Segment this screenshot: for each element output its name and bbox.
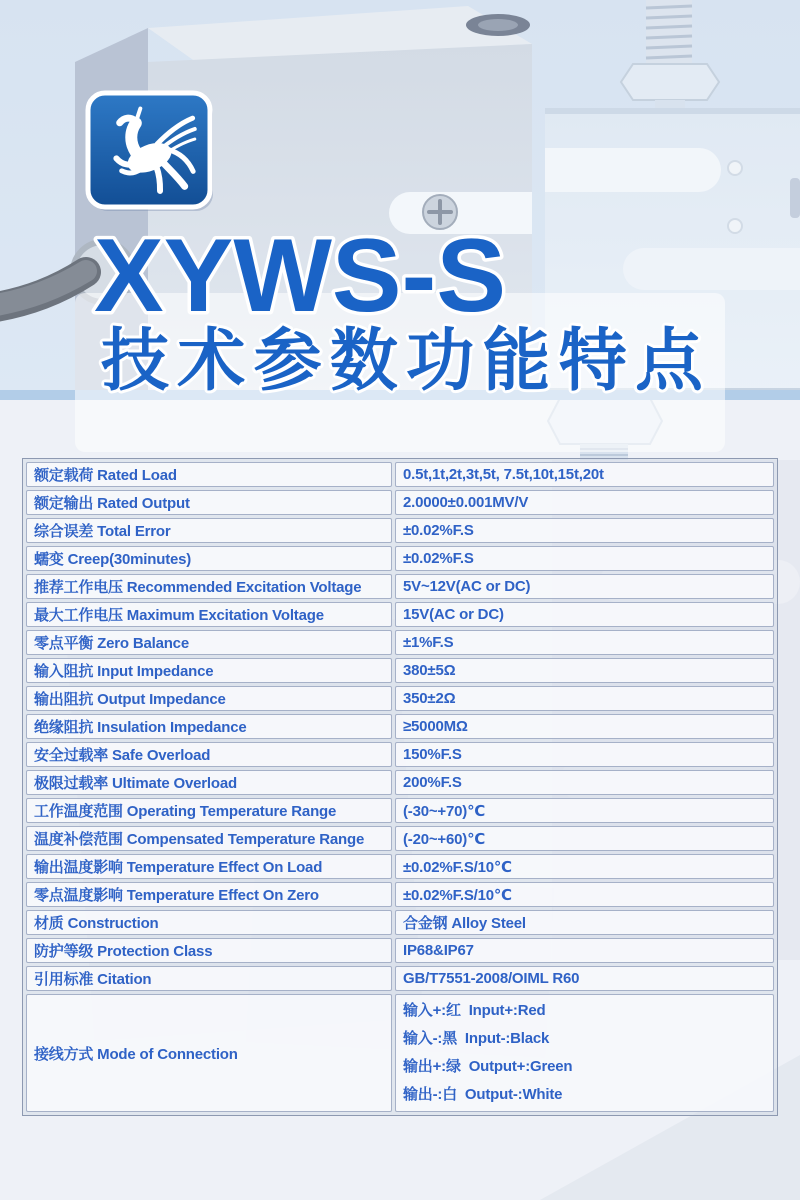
spec-label: 工作温度范围 Operating Temperature Range (26, 798, 392, 823)
spec-label: 接线方式 Mode of Connection (26, 994, 392, 1112)
wiring-line: 输出-:白 Output-:White (403, 1086, 563, 1103)
spec-label: 防护等级 Protection Class (26, 938, 392, 963)
spec-value: 5V~12V(AC or DC) (395, 574, 774, 599)
spec-label: 推荐工作电压 Recommended Excitation Voltage (26, 574, 392, 599)
spec-value: 350±2Ω (395, 686, 774, 711)
spec-value: 合金钢 Alloy Steel (395, 910, 774, 935)
spec-table (22, 458, 778, 1116)
spec-value: 0.5t,1t,2t,3t,5t, 7.5t,10t,15t,20t (395, 462, 774, 487)
spec-value-wiring (395, 994, 774, 1112)
spec-label: 蠕变 Creep(30minutes) (26, 546, 392, 571)
spec-label: 零点平衡 Zero Balance (26, 630, 392, 655)
spec-value: GB/T7551-2008/OIML R60 (395, 966, 774, 991)
wiring-line: 输入+:红 Input+:Red (403, 1002, 546, 1019)
spec-label: 材质 Construction (26, 910, 392, 935)
spec-label: 额定载荷 Rated Load (26, 462, 392, 487)
spec-value: (-30~+70)℃ (395, 798, 774, 823)
spec-label: 引用标准 Citation (26, 966, 392, 991)
spec-label: 最大工作电压 Maximum Excitation Voltage (26, 602, 392, 627)
spec-value: ±0.02%F.S/10℃ (395, 882, 774, 907)
spec-value: (-20~+60)℃ (395, 826, 774, 851)
spec-value: 380±5Ω (395, 658, 774, 683)
wiring-line: 输出+:绿 Output+:Green (403, 1058, 573, 1075)
spec-label: 安全过载率 Safe Overload (26, 742, 392, 767)
horse-logo (88, 93, 213, 211)
spec-label: 额定输出 Rated Output (26, 490, 392, 515)
spec-label: 输入阻抗 Input Impedance (26, 658, 392, 683)
spec-label: 输出温度影响 Temperature Effect On Load (26, 854, 392, 879)
model-title: XYWS-S (94, 218, 506, 334)
spec-label: 绝缘阻抗 Insulation Impedance (26, 714, 392, 739)
spec-value: 15V(AC or DC) (395, 602, 774, 627)
spec-label: 零点温度影响 Temperature Effect On Zero (26, 882, 392, 907)
spec-value: ±0.02%F.S (395, 546, 774, 571)
spec-label: 极限过载率 Ultimate Overload (26, 770, 392, 795)
header-photo-collage (0, 0, 800, 460)
spec-value: ±0.02%F.S/10℃ (395, 854, 774, 879)
spec-label: 综合误差 Total Error (26, 518, 392, 543)
spec-value: IP68&IP67 (395, 938, 774, 963)
spec-value: 150%F.S (395, 742, 774, 767)
spec-value: 200%F.S (395, 770, 774, 795)
spec-value: ≥5000MΩ (395, 714, 774, 739)
wiring-line: 输入-:黑 Input-:Black (403, 1030, 550, 1047)
subtitle-title: 技术参数功能特点 (101, 323, 703, 399)
spec-label: 输出阻抗 Output Impedance (26, 686, 392, 711)
spec-value: ±1%F.S (395, 630, 774, 655)
spec-label: 温度补偿范围 Compensated Temperature Range (26, 826, 392, 851)
spec-value: 2.0000±0.001MV/V (395, 490, 774, 515)
spec-value: ±0.02%F.S (395, 518, 774, 543)
